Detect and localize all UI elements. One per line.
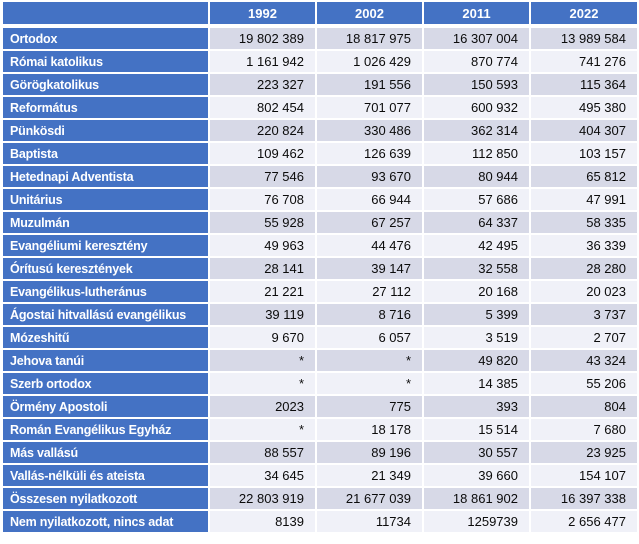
value-cell: 77 546 <box>210 166 315 187</box>
value-cell: 404 307 <box>531 120 637 141</box>
value-cell: 89 196 <box>317 442 422 463</box>
table-row <box>3 465 637 486</box>
header-year-cell: 2022 <box>531 2 637 26</box>
value-cell: 57 686 <box>424 189 529 210</box>
value-cell: 49 820 <box>424 350 529 371</box>
row-label-cell: Román Evangélikus Egyház <box>3 419 208 440</box>
value-cell: 14 385 <box>424 373 529 394</box>
value-cell: 495 380 <box>531 97 637 118</box>
value-cell: * <box>317 373 422 394</box>
value-cell: 13 989 584 <box>531 28 637 49</box>
value-cell: 21 349 <box>317 465 422 486</box>
value-cell: 44 476 <box>317 235 422 256</box>
value-cell: 6 057 <box>317 327 422 348</box>
table-row <box>3 304 637 325</box>
row-label-cell: Evangéliumi keresztény <box>3 235 208 256</box>
row-label-cell: Baptista <box>3 143 208 164</box>
header-year-cell: 1992 <box>210 2 315 26</box>
row-label-cell: Összesen nyilatkozott <box>3 488 208 509</box>
row-label-cell: Órítusú keresztények <box>3 258 208 279</box>
header-row <box>3 2 637 26</box>
value-cell: 21 677 039 <box>317 488 422 509</box>
row-label-cell: Pünkösdi <box>3 120 208 141</box>
table-row <box>3 120 637 141</box>
row-label-cell: Evangélikus-lutheránus <box>3 281 208 302</box>
row-label-cell: Örmény Apostoli <box>3 396 208 417</box>
row-label-cell: Görögkatolikus <box>3 74 208 95</box>
value-cell: 43 324 <box>531 350 637 371</box>
value-cell: 42 495 <box>424 235 529 256</box>
value-cell: 27 112 <box>317 281 422 302</box>
value-cell: 8 716 <box>317 304 422 325</box>
value-cell: 80 944 <box>424 166 529 187</box>
value-cell: 154 107 <box>531 465 637 486</box>
value-cell: 15 514 <box>424 419 529 440</box>
row-label-cell: Muzulmán <box>3 212 208 233</box>
value-cell: 39 660 <box>424 465 529 486</box>
header-year-cell: 2011 <box>424 2 529 26</box>
value-cell: 93 670 <box>317 166 422 187</box>
value-cell: 8139 <box>210 511 315 532</box>
value-cell: 18 861 902 <box>424 488 529 509</box>
value-cell: 16 397 338 <box>531 488 637 509</box>
value-cell: 802 454 <box>210 97 315 118</box>
table-row <box>3 166 637 187</box>
table-row <box>3 281 637 302</box>
value-cell: 39 119 <box>210 304 315 325</box>
value-cell: 600 932 <box>424 97 529 118</box>
table-row <box>3 74 637 95</box>
value-cell: 65 812 <box>531 166 637 187</box>
value-cell: 1 161 942 <box>210 51 315 72</box>
value-cell: 30 557 <box>424 442 529 463</box>
value-cell: 67 257 <box>317 212 422 233</box>
value-cell: 88 557 <box>210 442 315 463</box>
value-cell: 5 399 <box>424 304 529 325</box>
table-row <box>3 97 637 118</box>
table-row <box>3 350 637 371</box>
value-cell: 28 141 <box>210 258 315 279</box>
value-cell: 804 <box>531 396 637 417</box>
value-cell: 126 639 <box>317 143 422 164</box>
row-label-cell: Vallás-nélküli és ateista <box>3 465 208 486</box>
row-label-cell: Szerb ortodox <box>3 373 208 394</box>
value-cell: 18 178 <box>317 419 422 440</box>
table-row <box>3 488 637 509</box>
value-cell: 109 462 <box>210 143 315 164</box>
value-cell: 191 556 <box>317 74 422 95</box>
value-cell: 21 221 <box>210 281 315 302</box>
table-row <box>3 143 637 164</box>
table-row <box>3 28 637 49</box>
value-cell: 66 944 <box>317 189 422 210</box>
table-row <box>3 51 637 72</box>
value-cell: 393 <box>424 396 529 417</box>
value-cell: 23 925 <box>531 442 637 463</box>
row-label-cell: Református <box>3 97 208 118</box>
row-label-cell: Ágostai hitvallású evangélikus <box>3 304 208 325</box>
value-cell: 39 147 <box>317 258 422 279</box>
value-cell: 103 157 <box>531 143 637 164</box>
value-cell: 11734 <box>317 511 422 532</box>
row-label-cell: Más vallású <box>3 442 208 463</box>
value-cell: 16 307 004 <box>424 28 529 49</box>
value-cell: 220 824 <box>210 120 315 141</box>
value-cell: 2 707 <box>531 327 637 348</box>
value-cell: 20 168 <box>424 281 529 302</box>
value-cell: 64 337 <box>424 212 529 233</box>
table-row <box>3 189 637 210</box>
table-body <box>3 28 637 532</box>
row-label-cell: Nem nyilatkozott, nincs adat <box>3 511 208 532</box>
table-row <box>3 212 637 233</box>
row-label-cell: Ortodox <box>3 28 208 49</box>
row-label-cell: Hetednapi Adventista <box>3 166 208 187</box>
value-cell: 34 645 <box>210 465 315 486</box>
row-label-cell: Mózeshitű <box>3 327 208 348</box>
header-year-cell: 2002 <box>317 2 422 26</box>
value-cell: 150 593 <box>424 74 529 95</box>
value-cell: 112 850 <box>424 143 529 164</box>
table-row <box>3 511 637 532</box>
value-cell: 18 817 975 <box>317 28 422 49</box>
value-cell: * <box>210 350 315 371</box>
row-label-cell: Római katolikus <box>3 51 208 72</box>
value-cell: 741 276 <box>531 51 637 72</box>
value-cell: 3 737 <box>531 304 637 325</box>
value-cell: 32 558 <box>424 258 529 279</box>
value-cell: 223 327 <box>210 74 315 95</box>
value-cell: 3 519 <box>424 327 529 348</box>
value-cell: 58 335 <box>531 212 637 233</box>
table-row <box>3 442 637 463</box>
value-cell: * <box>317 350 422 371</box>
value-cell: 2023 <box>210 396 315 417</box>
table-row <box>3 235 637 256</box>
value-cell: 7 680 <box>531 419 637 440</box>
table-row <box>3 396 637 417</box>
value-cell: 55 206 <box>531 373 637 394</box>
value-cell: 76 708 <box>210 189 315 210</box>
value-cell: 1 026 429 <box>317 51 422 72</box>
value-cell: 330 486 <box>317 120 422 141</box>
value-cell: 47 991 <box>531 189 637 210</box>
table-row <box>3 327 637 348</box>
row-label-cell: Unitárius <box>3 189 208 210</box>
value-cell: 9 670 <box>210 327 315 348</box>
value-cell: 870 774 <box>424 51 529 72</box>
row-label-cell: Jehova tanúi <box>3 350 208 371</box>
value-cell: 49 963 <box>210 235 315 256</box>
value-cell: 28 280 <box>531 258 637 279</box>
value-cell: 19 802 389 <box>210 28 315 49</box>
table-row <box>3 258 637 279</box>
value-cell: 1259739 <box>424 511 529 532</box>
value-cell: 36 339 <box>531 235 637 256</box>
value-cell: 22 803 919 <box>210 488 315 509</box>
religion-statistics-table <box>1 0 639 534</box>
value-cell: 701 077 <box>317 97 422 118</box>
value-cell: 2 656 477 <box>531 511 637 532</box>
value-cell: 55 928 <box>210 212 315 233</box>
table-row <box>3 373 637 394</box>
header-corner-cell <box>3 2 208 26</box>
table-row <box>3 419 637 440</box>
value-cell: 20 023 <box>531 281 637 302</box>
value-cell: 115 364 <box>531 74 637 95</box>
value-cell: * <box>210 419 315 440</box>
value-cell: 362 314 <box>424 120 529 141</box>
value-cell: * <box>210 373 315 394</box>
value-cell: 775 <box>317 396 422 417</box>
